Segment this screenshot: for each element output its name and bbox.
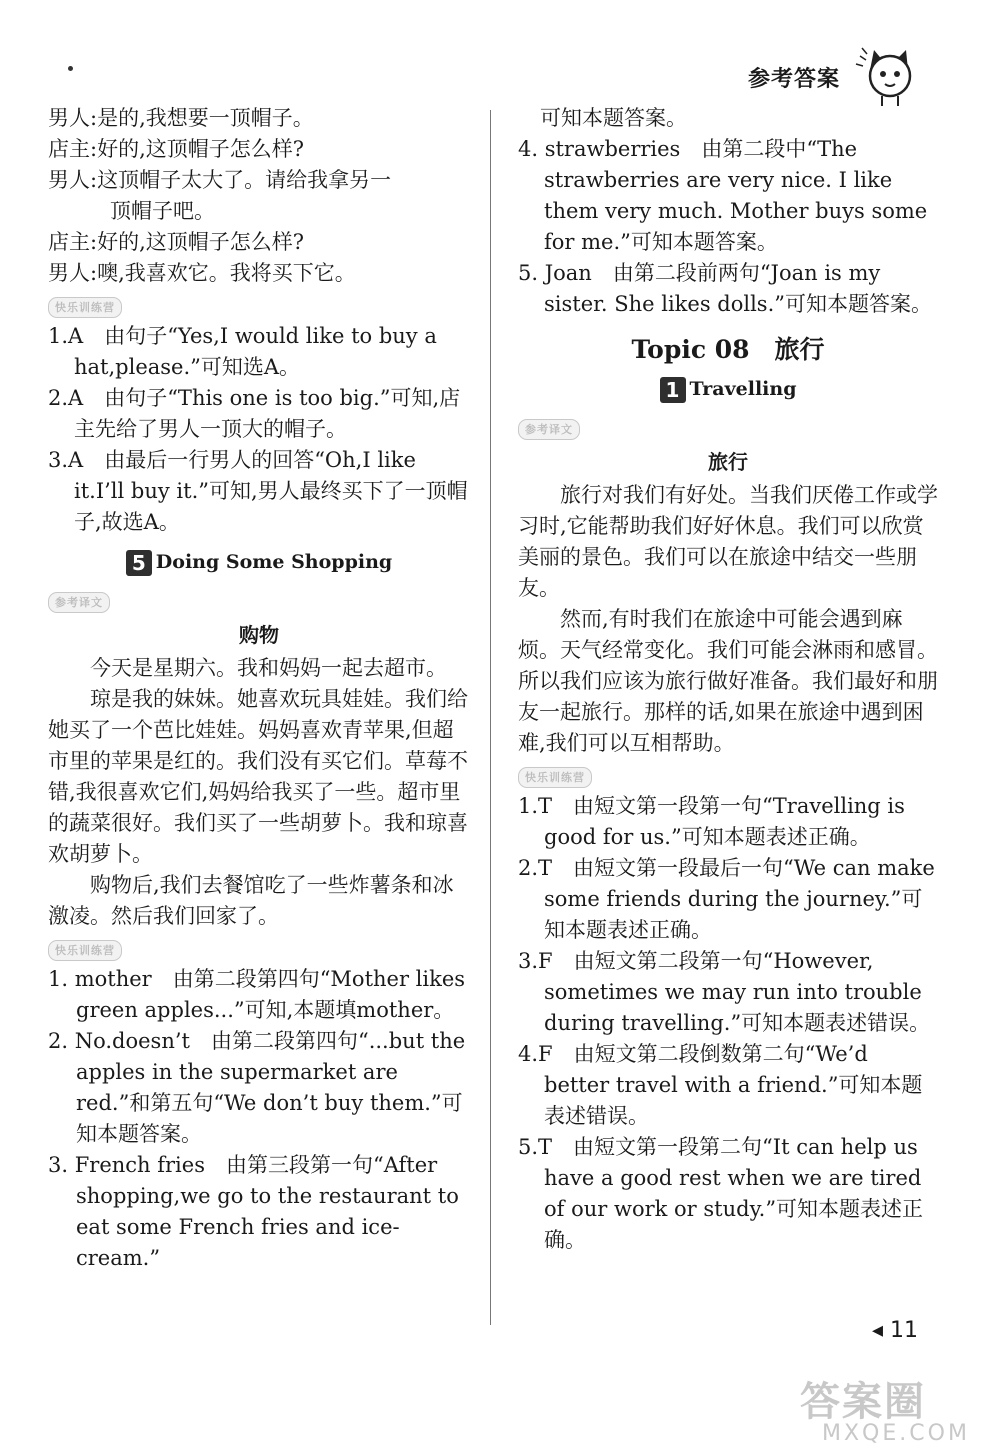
dialog-text: 是的,我想要一顶帽子。 (97, 106, 314, 130)
dialog-line (48, 258, 470, 289)
section-badge: 快乐训练营 (518, 767, 592, 788)
answer-item: 5.T 由短文第一段第二句“It can help us have a good rest when we are tired of our work or study.”可知本题表述正确。 (518, 1135, 924, 1252)
dialog-text: 顶帽子吧。 (110, 199, 215, 223)
answer-item: 2. No.doesn’t 由第二段第四句“...but the apples in the supermarket are red.”和第五句“We don’t buy them.”可知本题答案。 (48, 1029, 466, 1146)
header-title: 参考答案 (748, 67, 841, 92)
paragraph: 旅行对我们有好处。当我们厌倦工作或学习时,它能帮助我们好好休息。我们可以欣赏美丽的景色。我们可以在旅途中结交一些朋友。 (518, 483, 938, 600)
answer-item: 2.A 由句子“This one is too big.”可知,店主先给了男人一顶大的帽子。 (48, 386, 461, 441)
speaker: 男人: (48, 168, 98, 192)
paragraph: 然而,有时我们在旅途中可能会遇到麻烦。天气经常变化。我们可能会淋雨和感冒。所以我们应该为旅行做好准备。我们最好和朋友一起旅行。那样的话,如果在旅途中遇到困难,我们可以互相帮助。 (518, 607, 938, 755)
answer-item: 4. strawberries 由第二段中“The strawberries are very nice. I like them very much. Mother buys some for me.”可知本题答案。 (518, 137, 928, 254)
answer-item: 1.T 由短文第一段第一句“Travelling is good for us.”可知本题表述正确。 (518, 794, 905, 849)
section-heading (48, 546, 470, 578)
watermark-url: MXQE.COM (822, 1421, 970, 1446)
section-number: 5 (126, 550, 152, 576)
answer-item: 3.F 由短文第二段第一句“However, sometimes we may run into trouble during travelling.”可知本题表述错误。 (518, 949, 931, 1035)
answer-item: 4.F 由短文第二段倒数第二句“We’d better travel with a friend.”可知本题表述错误。 (518, 1042, 923, 1128)
answer-item: 5. Joan 由第二段前两句“Joan is my sister. She likes dolls.”可知本题答案。 (518, 261, 932, 316)
cat-mascot-icon (848, 40, 928, 110)
paragraph: 购物后,我们去餐馆吃了一些炸薯条和冰激凌。然后我们回家了。 (48, 873, 454, 928)
corner-dot (68, 66, 73, 71)
answer-item: 1. mother 由第二段第四句“Mother likes green apples...”可知,本题填mother。 (48, 967, 466, 1022)
page-number (872, 1318, 918, 1343)
answer-item: 3.A 由最后一行男人的回答“Oh,I like it.I’ll buy it.”可知,男人最终买下了一顶帽子,故选A。 (48, 448, 468, 534)
column-divider (490, 110, 491, 1325)
answer-item: 3. French fries 由第三段第一句“After shopping,we go to the restaurant to eat some French fries and ice-cream.” (48, 1153, 459, 1270)
paragraph: 今天是星期六。我和妈妈一起去超市。 (90, 656, 447, 680)
passage-title: 购物 (239, 623, 279, 647)
section-title: Doing Some Shopping (155, 551, 393, 573)
continuation-text: 可知本题答案。 (540, 106, 687, 130)
section-badge: 参考译文 (48, 592, 110, 613)
watermark-logo: 答案圈 (800, 1379, 926, 1425)
section-badge: 快乐训练营 (48, 297, 122, 318)
section-number: 1 (660, 377, 686, 403)
speaker: 男人: (48, 106, 98, 130)
dialog-line (48, 196, 470, 227)
right-column (518, 103, 938, 1256)
speaker: 男人: (48, 261, 98, 285)
section-title: Travelling (689, 378, 797, 400)
topic-heading: Topic 08 旅行 (631, 335, 825, 364)
dialog-text: 好的,这顶帽子怎么样? (97, 137, 305, 161)
section-badge: 参考译文 (518, 419, 580, 440)
dialog-block (48, 103, 470, 289)
dialog-text: 这顶帽子太大了。请给我拿另一 (97, 168, 392, 192)
watermark (800, 1370, 990, 1446)
dialog-line (48, 103, 470, 134)
left-column (48, 103, 470, 1274)
speaker: 店主: (48, 230, 98, 254)
answer-item: 1.A 由句子“Yes,I would like to buy a hat,please.”可知选A。 (48, 324, 437, 379)
page-arrow-icon: ◂ (872, 1318, 884, 1343)
section-heading (518, 373, 938, 405)
dialog-line (48, 165, 470, 196)
section-badge: 快乐训练营 (48, 940, 122, 961)
passage-title: 旅行 (708, 450, 748, 474)
dialog-line (48, 227, 470, 258)
speaker: 店主: (48, 137, 98, 161)
dialog-line (48, 134, 470, 165)
answer-item: 2.T 由短文第一段最后一句“We can make some friends during the journey.”可知本题表述正确。 (518, 856, 935, 942)
dialog-text: 噢,我喜欢它。我将买下它。 (97, 261, 356, 285)
page-number-text: 11 (890, 1318, 919, 1343)
paragraph: 琼是我的妹妹。她喜欢玩具娃娃。我们给她买了一个芭比娃娃。妈妈喜欢青苹果,但超市里的苹果是红的。我们没有买它们。草莓不错,我很喜欢它们,妈妈给我买了一些。超市里的蔬菜很好。我们买了一些胡萝卜。我和琼喜欢胡萝卜。 (48, 687, 468, 866)
dialog-text: 好的,这顶帽子怎么样? (97, 230, 305, 254)
